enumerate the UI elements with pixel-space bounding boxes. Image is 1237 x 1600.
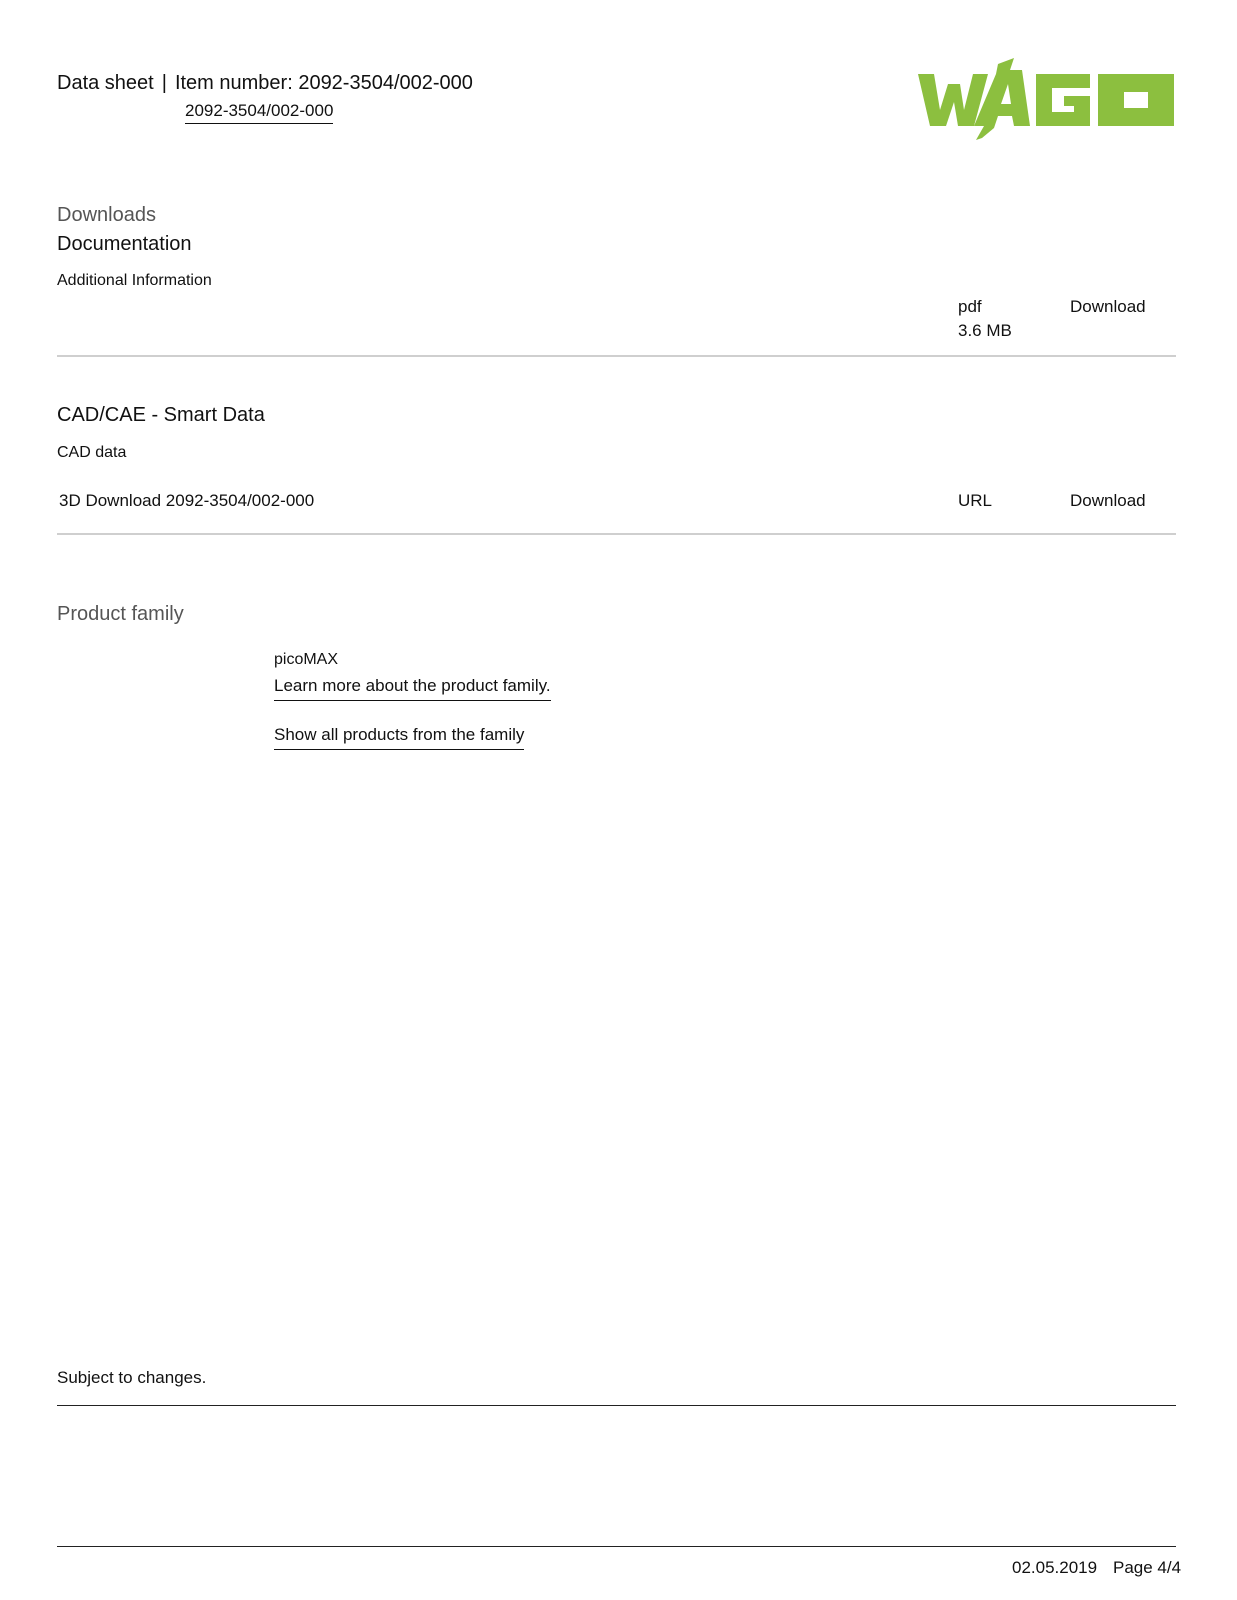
- documentation-file-size: 3.6 MB: [958, 321, 1012, 340]
- documentation-download-link[interactable]: Download: [1070, 297, 1146, 316]
- footer-page-number: Page 4/4: [1113, 1558, 1182, 1577]
- title-prefix: Data sheet: [57, 72, 154, 94]
- title-item-number: Item number: 2092-3504/002-000: [174, 72, 473, 94]
- cad-download-link[interactable]: Download: [1070, 491, 1146, 510]
- downloads-section-label: Downloads: [57, 204, 156, 226]
- documentation-file-format: pdf: [958, 297, 982, 316]
- cad-cae-heading: CAD/CAE - Smart Data: [57, 404, 265, 426]
- cad-file-name: 3D Download 2092-3504/002-000: [59, 491, 315, 510]
- documentation-heading: Documentation: [57, 233, 192, 255]
- additional-information-label: Additional Information: [57, 272, 212, 289]
- title-separator: |: [161, 72, 167, 94]
- cad-data-label: CAD data: [57, 444, 127, 461]
- page-title: [57, 72, 473, 95]
- product-family-name: picoMAX: [274, 651, 339, 668]
- footer-date: 02.05.2019: [1012, 1558, 1098, 1577]
- subject-to-changes-note: Subject to changes.: [57, 1368, 207, 1387]
- show-all-family-products-link[interactable]: Show all products from the family: [274, 725, 524, 750]
- footer-divider: [57, 1546, 1176, 1547]
- wago-logo: [918, 58, 1174, 142]
- cad-file-format: URL: [958, 491, 993, 510]
- cad-row-divider: [57, 533, 1176, 535]
- footer-note-divider: [57, 1405, 1176, 1406]
- documentation-row-divider: [57, 355, 1176, 357]
- learn-more-family-link[interactable]: Learn more about the product family.: [274, 676, 551, 701]
- item-number-link[interactable]: 2092-3504/002-000: [185, 101, 333, 124]
- product-family-section-label: Product family: [57, 603, 184, 625]
